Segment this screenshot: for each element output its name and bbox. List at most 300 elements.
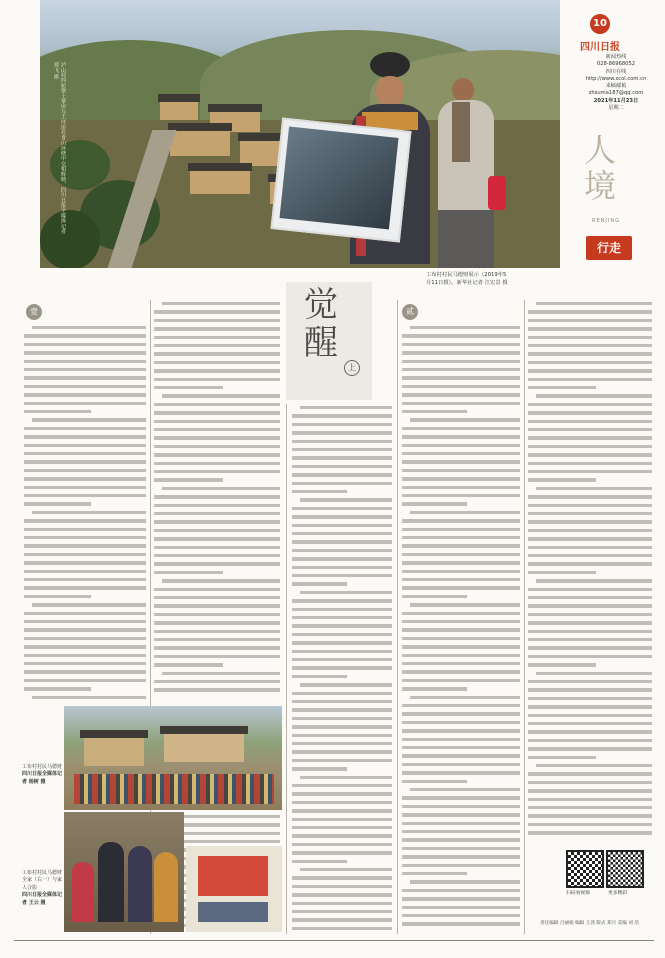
text-line: [24, 595, 91, 598]
text-line: [528, 512, 652, 515]
text-line: [24, 544, 146, 547]
text-line: [292, 876, 392, 879]
text-line: [402, 410, 467, 413]
hero-caption-line-1: 工布村村民马德财展示（2019年5: [426, 272, 507, 278]
text-line: [292, 532, 392, 535]
mail-label: 四川在线: [605, 68, 627, 75]
text-line: [528, 823, 652, 826]
family-portrait-photo: [64, 812, 184, 932]
text-line: [154, 327, 280, 330]
text-line: [154, 554, 280, 557]
text-line: [402, 486, 520, 489]
text-line: [402, 712, 520, 715]
hero-side-caption: 泸山村四轮堡土掌房与土坯房在青山环绕中交相辉映，四川日报全媒体记者 郑飞 摄: [53, 62, 66, 234]
text-line: [292, 809, 392, 812]
text-line: [402, 612, 520, 615]
text-line: [292, 843, 392, 846]
text-line: [154, 529, 280, 532]
text-line: [402, 528, 520, 531]
text-line: [154, 520, 280, 523]
text-line: [292, 675, 347, 678]
mid-photo-caption-2: 四川日报全媒体记者 杨树 摄: [22, 771, 63, 785]
text-line: [154, 663, 223, 666]
headline-block: [286, 282, 372, 400]
text-line: [24, 385, 146, 388]
text-line: [292, 725, 392, 728]
text-line: [528, 604, 652, 607]
text-line: [154, 478, 223, 481]
hero-caption-line-2: 月11日摄）。新华社记者 江宏景 摄: [426, 280, 508, 286]
text-line: [402, 502, 467, 505]
text-line: [402, 830, 520, 833]
text-line: [292, 540, 392, 543]
text-line: [292, 557, 392, 560]
text-line: [528, 310, 652, 313]
text-line: [528, 806, 652, 809]
text-line: [24, 519, 146, 522]
text-line: [410, 511, 520, 514]
text-line: [292, 759, 392, 762]
text-line: [402, 620, 520, 623]
text-line: [154, 428, 280, 431]
text-line: [154, 352, 280, 355]
text-line: [402, 494, 520, 497]
text-line: [24, 469, 146, 472]
text-line: [402, 393, 520, 396]
text-line: [24, 679, 146, 682]
text-line: [536, 764, 652, 767]
text-line: [402, 536, 520, 539]
issue-date: 2021年11月23日: [593, 97, 639, 104]
text-line: [292, 608, 392, 611]
text-line: [292, 616, 392, 619]
text-line: [154, 537, 280, 540]
text-line: [292, 507, 392, 510]
text-line: [402, 679, 520, 682]
text-line: [154, 571, 223, 574]
text-line: [162, 302, 280, 305]
text-line: [292, 666, 392, 669]
text-line: [292, 490, 347, 493]
text-line: [528, 613, 652, 616]
text-line: [24, 460, 146, 463]
text-line: [536, 302, 652, 305]
text-line: [402, 578, 520, 581]
section-mark-one: [26, 304, 42, 320]
text-line: [300, 591, 392, 594]
headline-part: [344, 360, 360, 376]
site-link[interactable]: http://www.scol.com.cn: [585, 75, 647, 82]
text-line: [410, 788, 520, 791]
text-line: [292, 448, 392, 451]
text-line: [402, 435, 520, 438]
text-line: [154, 588, 280, 591]
phone: 028-86968052: [596, 61, 636, 68]
text-line: [24, 553, 146, 556]
masthead: [566, 0, 665, 300]
text-line: [24, 494, 146, 497]
text-line: [402, 402, 520, 405]
text-line: [24, 502, 91, 505]
text-line: [528, 495, 652, 498]
text-line: [528, 361, 652, 364]
text-line: [292, 902, 392, 905]
weekday: 星期二: [608, 105, 624, 112]
paper-name: 四川日报: [580, 42, 620, 53]
text-line: [402, 368, 520, 371]
text-line: [528, 588, 652, 591]
qr-label-video: 扫码看视频: [566, 891, 590, 896]
text-line: [154, 436, 280, 439]
text-line: [528, 428, 652, 431]
section-mark-one-label: 壹: [30, 307, 38, 316]
text-line: [24, 645, 146, 648]
text-line: [24, 570, 146, 573]
text-line: [402, 654, 520, 657]
text-line: [402, 637, 520, 640]
text-line: [292, 549, 392, 552]
text-line: [402, 570, 520, 573]
text-line: [402, 586, 520, 589]
text-line: [24, 687, 91, 690]
text-line: [154, 470, 280, 473]
text-line: [292, 456, 392, 459]
text-line: [402, 704, 520, 707]
text-line: [410, 418, 520, 421]
page-number: 10: [593, 18, 607, 29]
text-line: [528, 646, 652, 649]
text-line: [292, 742, 392, 745]
text-line: [292, 524, 392, 527]
mid-photo-caption-1: 工布村村民马德财: [22, 764, 63, 770]
text-line: [402, 553, 520, 556]
text-line: [410, 603, 520, 606]
body-column-1: [24, 324, 146, 702]
text-line: [536, 579, 652, 582]
text-line: [402, 561, 520, 564]
text-line: [402, 796, 520, 799]
text-line: [402, 738, 520, 741]
text-line: [154, 310, 280, 313]
text-line: [528, 722, 652, 725]
text-line: [32, 603, 146, 606]
text-line: [528, 655, 652, 658]
text-line: [528, 831, 652, 834]
low-photo-caption-1: 工布村村民马德财全家（右一）与家人合影: [22, 870, 63, 891]
text-line: [528, 319, 652, 322]
text-line: [292, 918, 392, 921]
text-line: [528, 344, 652, 347]
text-line: [24, 402, 146, 405]
text-line: [402, 922, 520, 925]
headline-title: 觉醒: [304, 285, 338, 363]
text-line: [528, 747, 652, 750]
text-line: [528, 445, 652, 448]
text-line: [292, 633, 392, 636]
text-line: [528, 688, 652, 691]
text-line: [528, 369, 652, 372]
text-line: [292, 624, 392, 627]
text-line: [292, 734, 392, 737]
text-line: [300, 868, 392, 871]
text-line: [528, 520, 652, 523]
low-photo-caption-2: 四川日报全媒体记者 王云 摄: [22, 892, 63, 906]
text-line: [154, 336, 280, 339]
text-line: [162, 672, 280, 675]
text-line: [24, 670, 146, 673]
text-line: [402, 662, 520, 665]
text-line: [32, 326, 146, 329]
text-line: [402, 822, 520, 825]
text-line: [154, 621, 280, 624]
text-line: [24, 393, 146, 396]
text-line: [154, 680, 280, 683]
text-line: [292, 893, 392, 896]
text-line: [402, 628, 520, 631]
text-line: [24, 536, 146, 539]
section-mark-two-label: 贰: [406, 307, 414, 316]
text-line: [154, 596, 280, 599]
text-line: [154, 411, 280, 414]
email-label: 来稿邮箱: [605, 83, 627, 90]
text-line: [24, 637, 146, 640]
brand-subtitle: RENJING: [592, 218, 620, 224]
text-line: [154, 495, 280, 498]
text-line: [292, 414, 392, 417]
text-line: [24, 528, 146, 531]
text-line: [292, 574, 392, 577]
text-line: [292, 658, 392, 661]
editors-credit: 责任编辑 吕丽娟 编辑 王茜 版式 郑月 美编 刘 浩: [540, 921, 639, 926]
text-line: [24, 586, 146, 589]
text-line: [402, 805, 520, 808]
text-line: [292, 818, 392, 821]
text-line: [300, 406, 392, 409]
text-line: [292, 860, 347, 863]
text-line: [24, 486, 146, 489]
text-line: [154, 638, 280, 641]
text-line: [528, 336, 652, 339]
text-line: [300, 776, 392, 779]
text-line: [528, 772, 652, 775]
text-line: [402, 813, 520, 816]
text-line: [292, 851, 392, 854]
text-line: [402, 906, 520, 909]
text-line: [162, 579, 280, 582]
text-line: [528, 730, 652, 733]
text-line: [528, 571, 596, 574]
text-line: [528, 411, 652, 414]
text-line: [528, 663, 596, 666]
text-line: [292, 431, 392, 434]
text-line: [292, 784, 392, 787]
text-line: [402, 444, 520, 447]
text-line: [154, 344, 280, 347]
text-line: [528, 352, 652, 355]
qr-code-video[interactable]: [566, 850, 604, 888]
text-line: [402, 595, 467, 598]
text-line: [402, 780, 467, 783]
text-line: [32, 696, 146, 699]
text-line: [528, 378, 652, 381]
dept-label: 新闻热线: [605, 54, 627, 60]
text-line: [24, 368, 146, 371]
text-line: [402, 376, 520, 379]
text-line: [154, 613, 280, 616]
text-line: [528, 705, 652, 708]
text-line: [528, 386, 596, 389]
text-line: [528, 697, 652, 700]
text-line: [154, 546, 280, 549]
text-line: [410, 326, 520, 329]
text-line: [528, 814, 652, 817]
text-line: [24, 427, 146, 430]
text-line: [292, 423, 392, 426]
text-line: [292, 566, 392, 569]
text-line: [402, 855, 520, 858]
section-badge-label: 行走: [596, 241, 621, 255]
text-line: [402, 847, 520, 850]
text-line: [154, 604, 280, 607]
text-line: [402, 519, 520, 522]
text-line: [402, 721, 520, 724]
text-line: [24, 561, 146, 564]
text-line: [154, 688, 280, 691]
text-line: [154, 630, 280, 633]
email[interactable]: zhsuma187@qq.com: [588, 90, 644, 97]
text-line: [528, 781, 652, 784]
text-line: [402, 645, 520, 648]
brand-title: 人境: [584, 131, 617, 205]
qr-code-more[interactable]: [606, 850, 644, 888]
text-line: [24, 654, 146, 657]
body-column-3: [292, 404, 392, 934]
hero-photo: [40, 0, 560, 268]
text-line: [402, 351, 520, 354]
text-line: [32, 418, 146, 421]
text-line: [528, 462, 652, 465]
text-line: [24, 343, 146, 346]
text-line: [292, 834, 392, 837]
text-line: [402, 460, 520, 463]
text-line: [528, 327, 652, 330]
text-line: [528, 562, 652, 565]
text-line: [402, 771, 520, 774]
text-line: [24, 351, 146, 354]
page-number-badge: [590, 14, 610, 34]
body-column-4: [402, 324, 520, 934]
text-line: [402, 889, 520, 892]
text-line: [24, 578, 146, 581]
text-line: [154, 403, 280, 406]
text-line: [24, 662, 146, 665]
text-line: [292, 750, 392, 753]
text-line: [300, 498, 392, 501]
text-line: [528, 453, 652, 456]
text-line: [528, 680, 652, 683]
text-line: [154, 646, 280, 649]
text-line: [528, 529, 652, 532]
text-line: [528, 403, 652, 406]
text-line: [292, 650, 392, 653]
text-line: [402, 864, 520, 867]
text-line: [24, 452, 146, 455]
text-line: [410, 880, 520, 883]
text-line: [292, 599, 392, 602]
text-line: [528, 596, 652, 599]
text-line: [24, 612, 146, 615]
text-line: [292, 482, 392, 485]
text-line: [162, 394, 280, 397]
text-line: [292, 515, 392, 518]
text-line: [528, 789, 652, 792]
text-line: [24, 435, 146, 438]
text-line: [24, 360, 146, 363]
text-line: [402, 754, 520, 757]
text-line: [402, 872, 467, 875]
text-line: [536, 394, 652, 397]
qr-label-more: 更多精彩: [608, 891, 628, 896]
text-line: [410, 696, 520, 699]
text-line: [154, 453, 280, 456]
text-line: [292, 717, 392, 720]
text-line: [24, 477, 146, 480]
text-line: [24, 376, 146, 379]
text-line: [32, 511, 146, 514]
text-line: [528, 798, 652, 801]
text-line: [154, 504, 280, 507]
text-line: [154, 512, 280, 515]
section-badge: [586, 236, 632, 260]
text-line: [528, 537, 652, 540]
text-line: [292, 927, 392, 930]
text-line: [154, 655, 280, 658]
text-line: [292, 582, 347, 585]
text-line: [292, 440, 392, 443]
headline-part-label: 上: [348, 363, 356, 372]
text-line: [292, 641, 392, 644]
text-line: [402, 687, 467, 690]
text-line: [402, 452, 520, 455]
text-line: [292, 473, 392, 476]
text-line: [528, 630, 652, 633]
text-line: [24, 444, 146, 447]
text-line: [402, 838, 520, 841]
text-line: [528, 638, 652, 641]
text-line: [528, 756, 596, 759]
text-line: [154, 378, 280, 381]
text-line: [528, 470, 652, 473]
text-line: [24, 620, 146, 623]
text-line: [402, 427, 520, 430]
text-line: [154, 369, 280, 372]
text-line: [402, 763, 520, 766]
text-line: [154, 386, 223, 389]
text-line: [402, 729, 520, 732]
text-line: [528, 554, 652, 557]
text-line: [292, 885, 392, 888]
text-line: [292, 700, 392, 703]
text-line: [402, 914, 520, 917]
text-line: [402, 360, 520, 363]
text-line: [528, 546, 652, 549]
text-line: [292, 465, 392, 468]
text-line: [528, 621, 652, 624]
text-line: [528, 420, 652, 423]
text-line: [154, 361, 280, 364]
section-mark-two: [402, 304, 418, 320]
text-line: [528, 739, 652, 742]
